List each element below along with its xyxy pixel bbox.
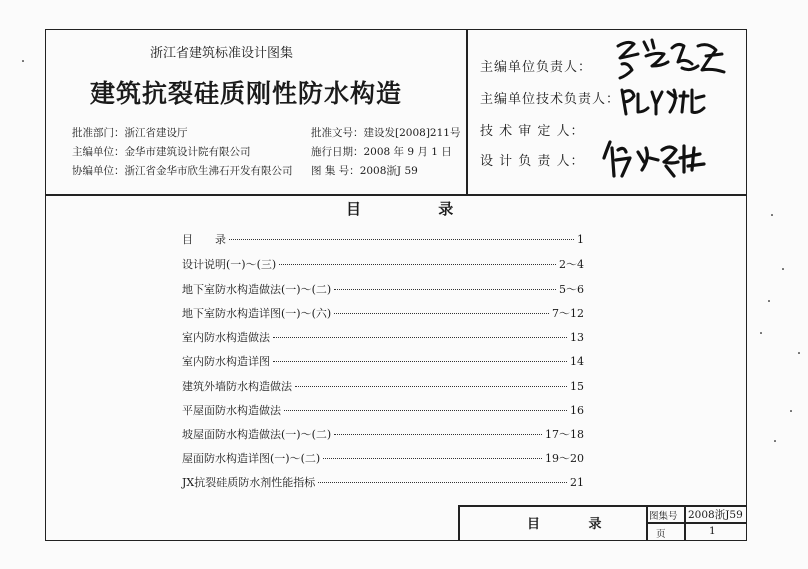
toc-leader-dots [334, 313, 549, 314]
toc-item-page: 2～4 [559, 258, 584, 271]
toc-item-page: 14 [570, 355, 584, 368]
chief-unit-label: 主编单位： [72, 146, 125, 158]
toc-item-label: 地下室防水构造做法(一)～(二) [182, 283, 332, 296]
toc-item [182, 426, 584, 442]
toc-item-label: 屋面防水构造详图(一)～(二) [182, 452, 321, 465]
toc-item-label: 坡屋面防水构造做法(一)～(二) [182, 428, 332, 441]
footer-title: 目 录 [527, 517, 624, 532]
approval-dept [72, 125, 188, 140]
toc-item-label: 目 录 [182, 233, 226, 246]
footer-row-line [646, 522, 747, 524]
toc-leader-dots [273, 361, 567, 362]
co-unit-value: 浙江省金华市欣生沸石开发有限公司 [124, 165, 293, 177]
footer-page-label: 页 [656, 529, 666, 540]
header-divider-vertical [466, 29, 468, 195]
footer-atlas-no-label: 图集号 [649, 511, 678, 522]
toc-item-page: 16 [570, 404, 584, 417]
approval-doc [311, 125, 460, 140]
toc-leader-dots [334, 289, 556, 290]
header-divider-horizontal [45, 194, 747, 196]
footer-left-line [458, 505, 460, 541]
chief-unit-value: 金华市建筑设计院有限公司 [124, 146, 251, 158]
approval-doc-label: 批准文号： [311, 127, 364, 139]
scan-speck [771, 214, 773, 216]
toc-leader-dots [318, 482, 567, 483]
scan-speck [782, 268, 784, 270]
toc-title: 目 录 [346, 200, 490, 218]
atlas-no-label: 图 集 号： [311, 165, 360, 177]
approval-doc-value: 建设发[2008]211号 [363, 127, 461, 139]
tech-reviewer-label: 技 术 审 定 人： [480, 124, 585, 139]
signature-design-lead [600, 136, 710, 182]
toc-item-label: JX抗裂硅质防水剂性能指标 [182, 476, 316, 489]
toc-item-page: 21 [570, 476, 584, 489]
toc-item-page: 5～6 [559, 283, 584, 296]
footer-page-value: 1 [709, 525, 716, 537]
footer-atlas-no-value: 2008浙J59 [688, 509, 743, 521]
co-unit-label: 协编单位： [72, 165, 125, 177]
toc-item-label: 平屋面防水构造做法 [182, 404, 281, 417]
toc-leader-dots [279, 264, 556, 265]
toc-leader-dots [334, 434, 542, 435]
toc-item-label: 地下室防水构造详图(一)～(六) [182, 307, 332, 320]
chief-tech-responsible-label: 主编单位技术负责人： [480, 92, 621, 107]
scan-speck [774, 440, 776, 442]
effective-date-label: 施行日期： [311, 146, 364, 158]
toc-item [182, 402, 584, 418]
toc-item [182, 474, 584, 490]
toc-item-page: 1 [577, 233, 584, 246]
toc-item [182, 353, 584, 369]
toc-leader-dots [229, 239, 574, 240]
effective-date-value: 2008 年 9 月 1 日 [363, 146, 452, 158]
atlas-no [311, 163, 418, 178]
toc-item [182, 329, 584, 345]
scan-speck [22, 60, 24, 62]
scan-speck [760, 332, 762, 334]
chief-unit [72, 144, 251, 159]
signature-chief-unit [612, 32, 730, 82]
toc-item-label: 设计说明(一)～(三) [182, 258, 277, 271]
toc-item-label: 建筑外墙防水构造做法 [182, 380, 292, 393]
toc-item-page: 7～12 [552, 307, 584, 320]
toc-leader-dots [273, 337, 567, 338]
design-lead-label: 设 计 负 责 人： [480, 154, 585, 169]
main-title: 建筑抗裂硅质刚性防水构造 [90, 79, 403, 108]
approval-dept-label: 批准部门： [72, 127, 125, 139]
scan-speck [798, 352, 800, 354]
toc-leader-dots [295, 386, 567, 387]
toc-item-label: 室内防水构造详图 [182, 355, 270, 368]
toc-item-page: 13 [570, 331, 584, 344]
toc-item [182, 305, 584, 321]
toc-leader-dots [323, 458, 542, 459]
toc-item [182, 281, 584, 297]
chief-unit-responsible-label: 主编单位负责人： [480, 60, 593, 75]
toc-item-label: 室内防水构造做法 [182, 331, 270, 344]
toc-item [182, 378, 584, 394]
toc-item-page: 19～20 [545, 452, 584, 465]
scan-speck [790, 410, 792, 412]
toc-item [182, 256, 584, 272]
toc-item [182, 450, 584, 466]
toc-item [182, 231, 584, 247]
approval-dept-value: 浙江省建设厅 [124, 127, 188, 139]
signature-chief-tech [618, 82, 708, 120]
effective-date [311, 144, 452, 159]
toc-item-page: 15 [570, 380, 584, 393]
co-unit [72, 163, 293, 178]
atlas-no-value: 2008浙J 59 [359, 165, 418, 177]
toc-leader-dots [284, 410, 567, 411]
toc-item-page: 17～18 [545, 428, 584, 441]
series-title: 浙江省建筑标准设计图集 [150, 46, 294, 61]
scan-speck [768, 300, 770, 302]
